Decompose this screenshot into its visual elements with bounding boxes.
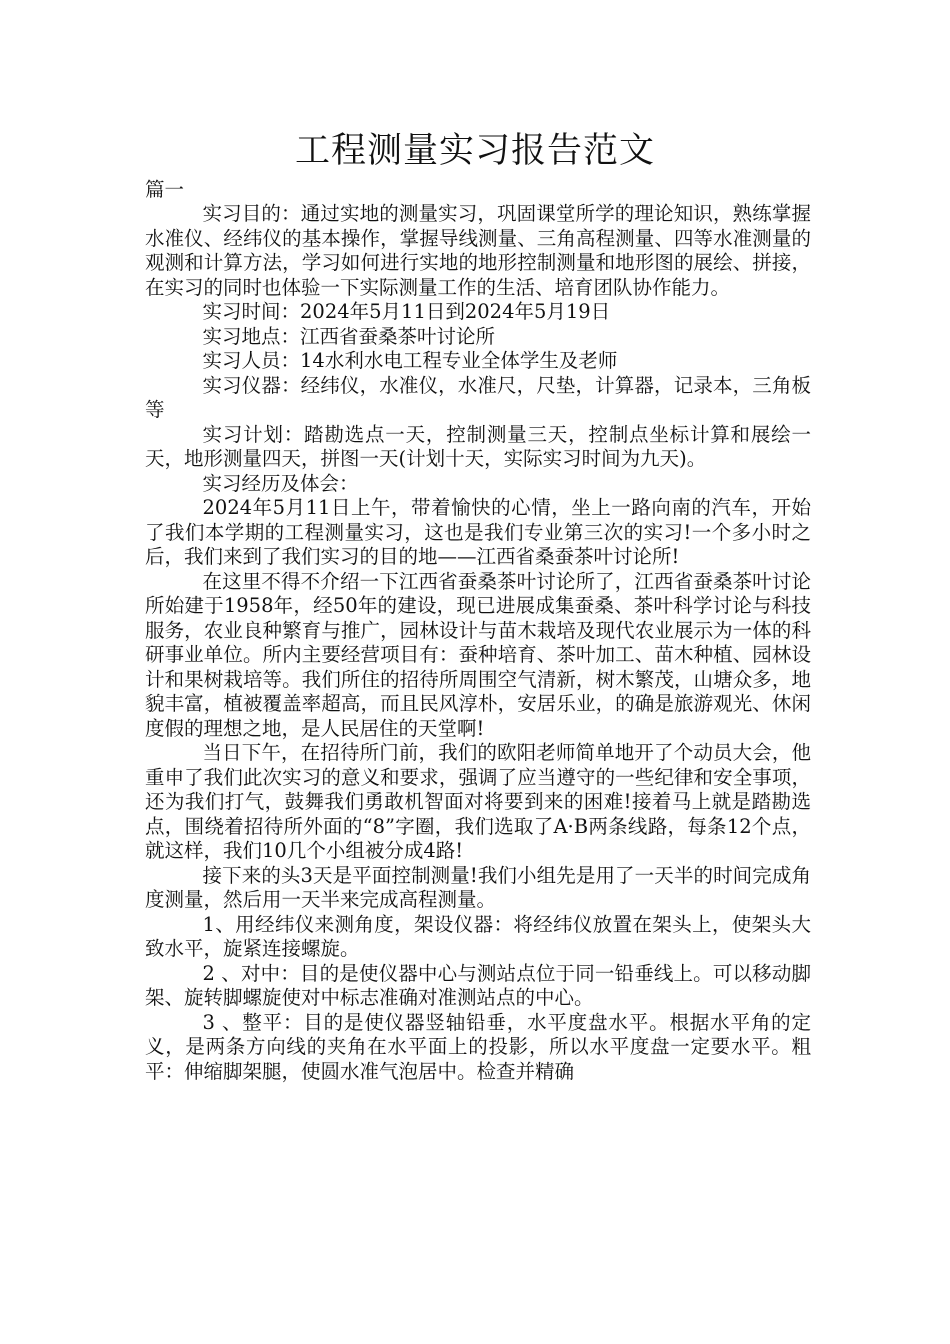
paragraph-control-survey: 接下来的头3天是平面控制测量!我们小组先是用了一天半的时间完成角度测量，然后用一天半来完成高程测量。 [145,863,811,911]
paragraph-step-2: 2 、对中：目的是使仪器中心与测站点位于同一铅垂线上。可以移动脚架、旋转脚螺旋使对中标志准确对准测站点的中心。 [145,961,811,1009]
paragraph-meeting: 当日下午，在招待所门前，我们的欧阳老师简单地开了个动员大会，他重申了我们此次实习的意义和要求，强调了应当遵守的一些纪律和安全事项，还为我们打气，鼓舞我们勇敢机智面对将要到来的困难!接着马上就是踏勘选点，围绕着招待所外面的“8”字圈，我们选取了A·B两条线路，每条12个点，就这样，我们10几个小组被分成4路! [145,741,811,862]
document-body [145,202,811,1084]
paragraph-plan: 实习计划：踏勘选点一天，控制测量三天，控制点坐标计算和展绘一天，地形测量四天，拼图一天(计划十天，实际实习时间为九天)。 [145,422,811,470]
paragraph-personnel: 实习人员：14水利水电工程专业全体学生及老师 [202,349,618,372]
section-label: 篇一 [145,178,185,201]
paragraph-institute: 在这里不得不介绍一下江西省蚕桑茶叶讨论所了，江西省蚕桑茶叶讨论所始建于1958年，经50年的建设，现已进展成集蚕桑、茶叶科学讨论与科技服务，农业良种繁育与推广，园林设计与苗木栽培及现代农业展示为一体的科研事业单位。所内主要经营项目有：蚕种培育、茶叶加工、苗木种植、园林设计和果树栽培等。我们所住的招待所周围空气清新，树木繁茂，山塘众多，地貌丰富，植被覆盖率超高，而且民风淳朴，安居乐业，的确是旅游观光、休闲度假的理想之地，是人民居住的天堂啊! [145,569,811,740]
paragraph-location: 实习地点：江西省蚕桑茶叶讨论所 [202,324,496,348]
paragraph-step-3: 3 、整平：目的是使仪器竖轴铅垂，水平度盘水平。根据水平角的定义，是两条方向线的夹角在水平面上的投影，所以水平度盘一定要水平。粗平：伸缩脚架腿，使圆水准气泡居中。检查并精确 [145,1010,811,1083]
paragraph-time: 实习时间：2024年5月11日到2024年5月19日 [202,300,611,323]
paragraph-purpose: 实习目的：通过实地的测量实习，巩固课堂所学的理论知识，熟练掌握水准仪、经纬仪的基本操作，掌握导线测量、三角高程测量、四等水准测量的观测和计算方法，学习如何进行实地的地形控制测量和地形图的展绘、拼接，在实习的同时也体验一下实际测量工作的生活、培育团队协作能力。 [145,202,811,299]
paragraph-step-1: 1、用经纬仪来测角度，架设仪器：将经纬仪放置在架头上，使架头大致水平，旋紧连接螺旋。 [145,912,811,960]
paragraph-instruments: 实习仪器：经纬仪，水准仪，水准尺，尺垫，计算器，记录本，三角板等 [145,373,811,421]
paragraph-arrival: 2024年5月11日上午，带着愉快的心情，坐上一路向南的汽车，开始了我们本学期的工程测量实习，这也是我们专业第三次的实习!一个多小时之后，我们来到了我们实习的目的地——江西省桑蚕茶叶讨论所! [145,496,811,568]
paragraph-experience-heading: 实习经历及体会： [202,471,359,495]
document-title: 工程测量实习报告范文 [294,131,655,171]
